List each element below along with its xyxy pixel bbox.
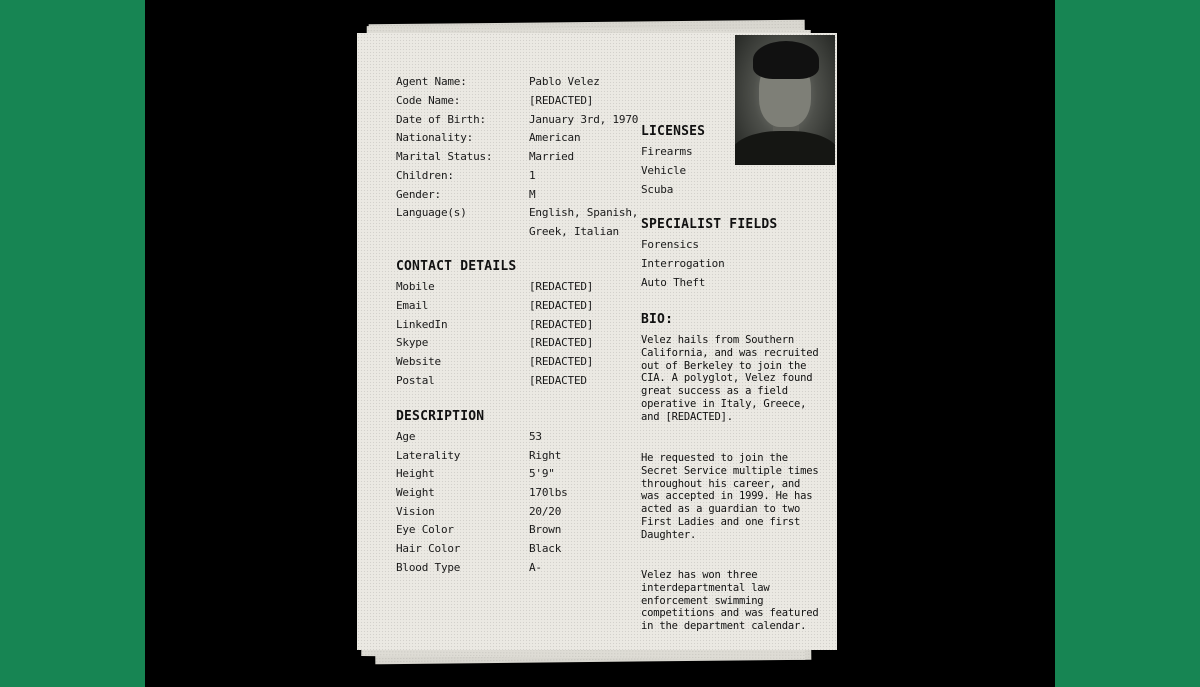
bio-paragraph: He requested to join the Secret Service multiple times throughout his career, and was accepted in 1999. He has acted as a guardian to two First Ladies and one first Daughter. (641, 452, 819, 541)
profile-label: Language(s) (396, 206, 467, 219)
licenses-list (641, 143, 692, 199)
list-item: Vehicle (641, 163, 686, 177)
description-value: 170lbs (529, 486, 568, 499)
profile-label: Children: (396, 169, 454, 182)
list-item: Forensics (641, 238, 699, 251)
profile-label: Code Name: (396, 94, 461, 107)
profile-value: Greek, Italian (529, 225, 619, 238)
section-heading: LICENSES (641, 124, 706, 139)
profile-label: Gender: (396, 188, 441, 201)
dossier-page (357, 33, 837, 650)
profile-value: English, Spanish, (529, 206, 639, 219)
contact-value: [REDACTED] (529, 280, 594, 293)
contact-value: [REDACTED] (529, 355, 594, 368)
contact-label: LinkedIn (396, 318, 448, 331)
description-value: A- (529, 561, 542, 574)
profile-value: Pablo Velez (529, 75, 600, 88)
profile-label: Date of Birth: (396, 113, 486, 126)
list-item: Firearms (641, 145, 693, 158)
description-value: 5'9" (529, 467, 555, 480)
contact-value: [REDACTED] (529, 336, 594, 349)
description-label: Age (396, 430, 416, 443)
contact-value: [REDACTED] (529, 299, 594, 312)
contact-label: Website (396, 355, 441, 368)
description-value: Brown (529, 523, 562, 536)
description-value: 53 (529, 430, 542, 443)
bio-paragraph: Velez hails from Southern California, and was recruited out of Berkeley to join the CIA. A polyglot, Velez found great success as a field operative in Italy, Greece, and [REDACTED]. (641, 334, 819, 423)
description-label: Blood Type (396, 561, 461, 574)
section-heading: CONTACT DETAILS (396, 259, 517, 274)
profile-label: Marital Status: (396, 150, 493, 163)
description-label: Height (396, 467, 435, 480)
contact-label: Postal (396, 374, 435, 387)
contact-label: Mobile (396, 280, 435, 293)
profile-value: American (529, 131, 581, 144)
section-heading: BIO: (641, 312, 674, 327)
profile-label: Nationality: (396, 131, 474, 144)
profile-value: 1 (529, 169, 536, 182)
section-heading: DESCRIPTION (396, 409, 485, 424)
section-heading: SPECIALIST FIELDS (641, 217, 778, 232)
profile-value: M (529, 188, 536, 201)
contact-label: Email (396, 299, 429, 312)
list-item: Scuba (641, 182, 674, 196)
description-value: 20/20 (529, 505, 562, 518)
profile-value: [REDACTED] (529, 94, 594, 107)
agent-photo (735, 35, 835, 165)
contact-value: [REDACTED] (529, 318, 594, 331)
contact-label: Skype (396, 336, 429, 349)
description-label: Vision (396, 505, 435, 518)
bio-paragraph: Velez has won three interdepartmental law enforcement swimming competitions and was featured in the department calendar. (641, 569, 819, 633)
description-label: Eye Color (396, 523, 454, 536)
description-value: Black (529, 542, 562, 555)
description-value: Right (529, 449, 562, 462)
contact-value: [REDACTED (529, 374, 587, 387)
description-label: Laterality (396, 449, 461, 462)
profile-value: January 3rd, 1970 (529, 113, 639, 126)
profile-label: Agent Name: (396, 75, 467, 88)
specialist-list (641, 236, 725, 292)
list-item: Auto Theft (641, 275, 706, 289)
profile-value: Married (529, 150, 574, 163)
list-item: Interrogation (641, 256, 725, 270)
description-label: Weight (396, 486, 435, 499)
description-label: Hair Color (396, 542, 461, 555)
